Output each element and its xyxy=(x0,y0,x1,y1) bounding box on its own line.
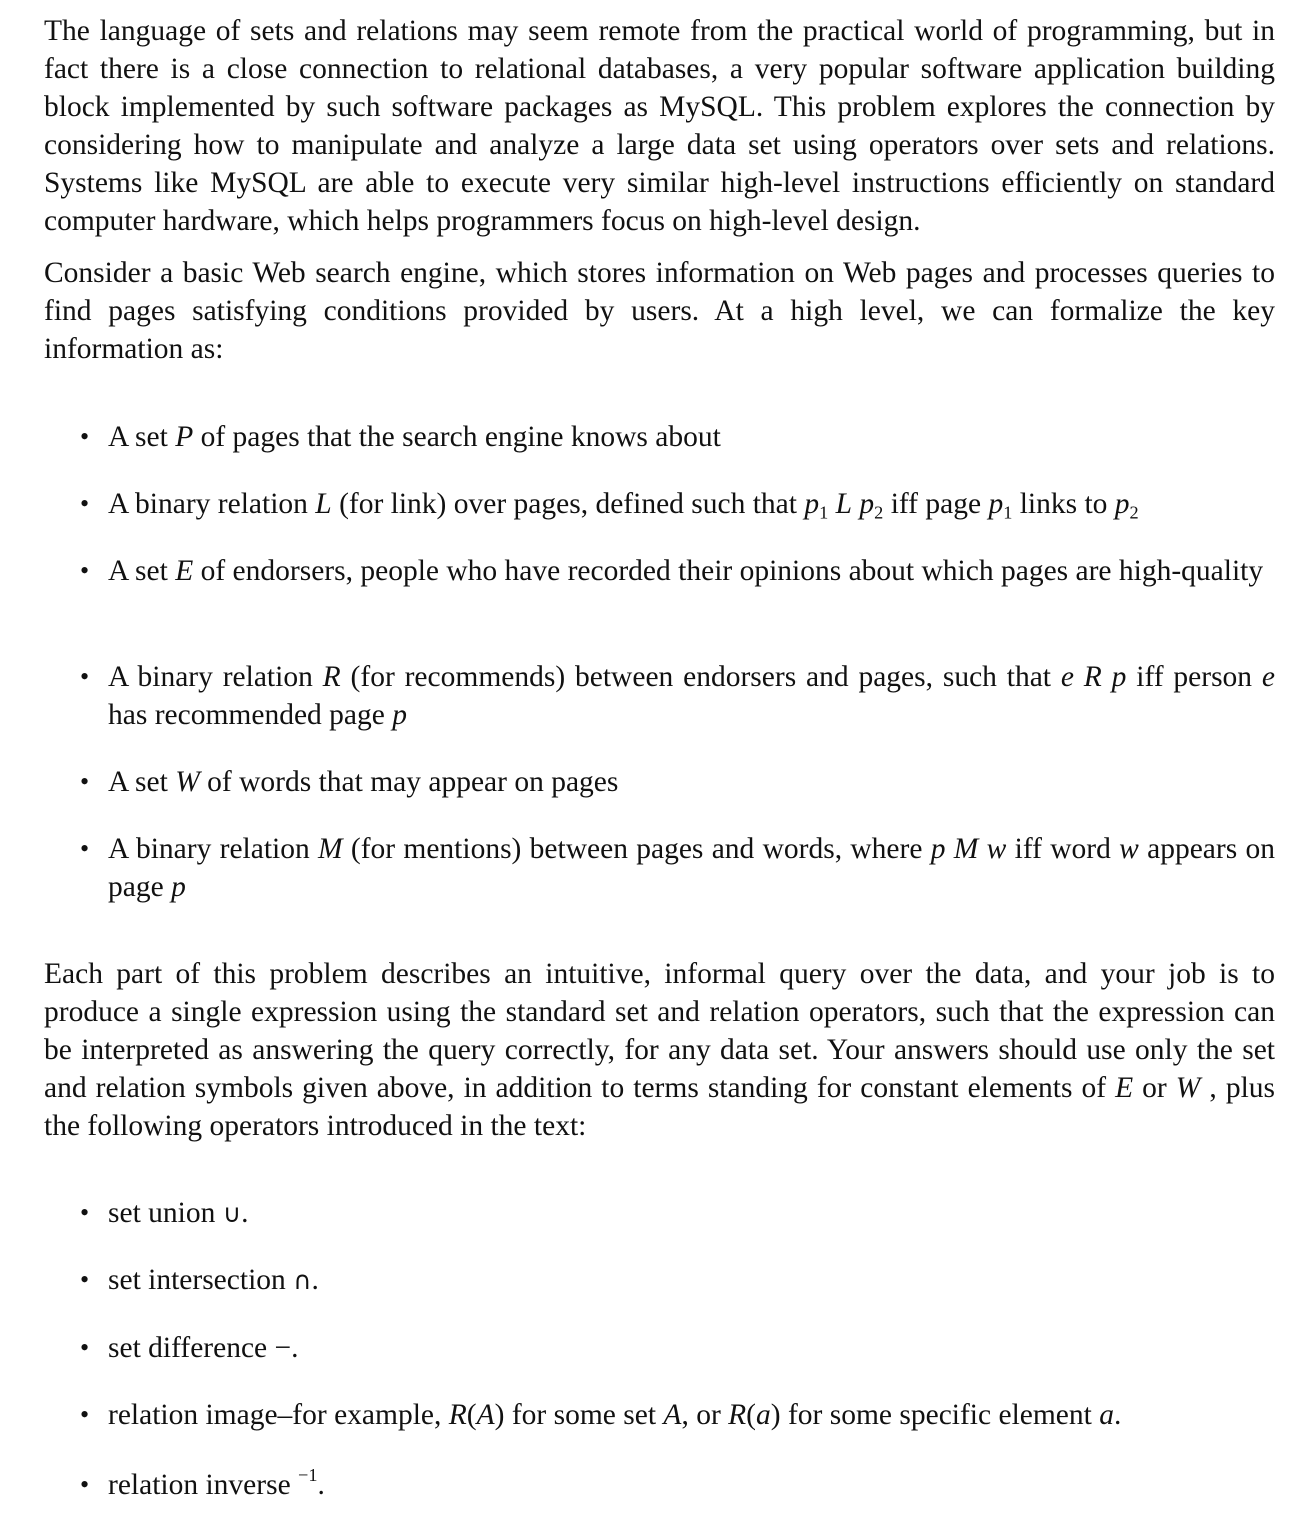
bullet: • xyxy=(80,767,90,796)
difference-symbol: − xyxy=(274,1332,292,1364)
bullet: • xyxy=(80,1265,90,1294)
bullet: • xyxy=(80,1400,90,1429)
bullet: • xyxy=(80,662,90,691)
bullet: • xyxy=(80,1470,90,1499)
bullet: • xyxy=(80,1198,90,1227)
each-part-paragraph: Each part of this problem describes an intuitive, informal query over the data, and your job is to produce a single expression using the standard set and relation operators, such that the expression can be interpreted as answering the query correctly, for any data set. Your answers should use only the set and relation symbols given above, in addition to terms standing for constant elements of E or W , plus the following operators introduced in the text: xyxy=(44,958,1275,1142)
inverse-superscript: −1 xyxy=(298,1465,318,1486)
bullet: • xyxy=(80,489,90,518)
bullet: • xyxy=(80,422,90,451)
intro-paragraph: The language of sets and relations may seem remote from the practical world of programming, but in fact there is a close connection to relational databases, a very popular software application building block implemented by such software packages as MySQL. This problem explores the connection by considering how to manipulate and analyze a large data set using operators over sets and relations. Systems like MySQL are able to execute very similar high-level instructions efficiently on standard computer hardware, which helps programmers focus on high-level design. xyxy=(44,15,1275,237)
intersection-symbol: ∩ xyxy=(293,1266,312,1295)
union-symbol: ∪ xyxy=(222,1199,242,1228)
document-page: The language of sets and relations may seem remote from the practical world of programming, but in fact there is a close connection to relational databases, a very popular software application building block implemented by such software packages as MySQL. This problem explores the connection by considering how to manipulate and analyze a large data set using operators over sets and relations. Systems like MySQL are able to execute very similar high-level instructions efficiently on standard computer hardware, which helps programmers focus on high-level design. Consider a basic Web search engine, which stores information on Web pages and processes queries to find pages satisfying conditions provided by users. At a high level, we can formalize the key information as: • A set P of pages that the search engine knows about • A binary relation L (for link) over pages, defined such that $p_1$ L $p_2$ iff page $p_1$ links to $p_2$ • A set E of endorsers, people who have recorded their opinions about which pages are high-quality • A binary relation R (for recommends) between endorsers and pages, such that e R p iff person e has recommended page p • A set W of words that may appear on pages • A binary relation M (for mentions) between pages and words, where p M w iff word w appears on page p Each part of this problem describes an intuitive, informal query over the data, and your job is to produce a single expression using the standard set and relation operators, such that the expression can be interpreted as answering the query correctly, for any data set. Your answers should use only the set and relation symbols given above, in addition to terms standing for constant elements of E or W , plus the following operators introduced in the text: • set union ∪. • set intersection ∩. • set difference −. • relation image–for example, R(A) for some set A, or R(a) for some specific element a. • relation inverse $^{-1}$. xyxy=(0,0,1296,1534)
consider-paragraph: Consider a basic Web search engine, which stores information on Web pages and processes queries to find pages satisfying conditions provided by users. At a high level, we can formalize the key information as: xyxy=(44,257,1275,365)
bullet: • xyxy=(80,1333,90,1362)
bullet: • xyxy=(80,556,90,585)
bullet: • xyxy=(80,834,90,863)
